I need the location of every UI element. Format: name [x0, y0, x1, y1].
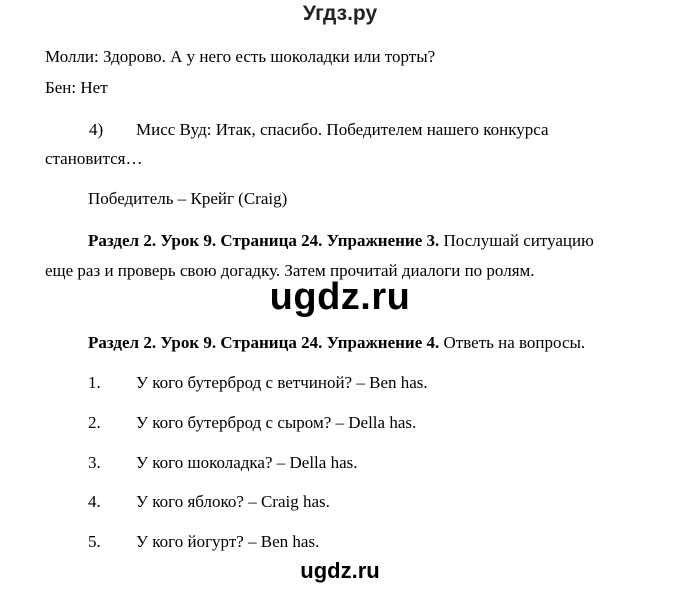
exercise-3-line-2: еще раз и проверь свою догадку. Затем прочитай диалоги по ролям.: [45, 261, 535, 280]
dialogue-molly: Молли: Здорово. А у него есть шоколадки или торты?: [45, 47, 436, 66]
site-header: Угдз.ру: [302, 2, 378, 25]
answer-number: 3.: [88, 453, 101, 472]
exercise-3-title: Раздел 2. Урок 9. Страница 24. Упражнение 3.: [88, 231, 440, 250]
answer-text: У кого йогурт? – Ben has.: [136, 532, 320, 551]
dialogue-ben: Бен: Нет: [45, 78, 108, 97]
exercise-4-heading: [88, 332, 585, 354]
answer-text: У кого шоколадка? – Della has.: [136, 453, 358, 472]
watermark-middle: ugdz.ru: [269, 276, 411, 318]
answer-number: 1.: [88, 373, 101, 392]
answer-number: 5.: [88, 532, 101, 551]
winner-line: Победитель – Крейг (Craig): [88, 189, 288, 208]
answer-text: У кого яблоко? – Craig has.: [136, 492, 330, 511]
exercise-4-text: Ответь на вопросы.: [439, 333, 586, 352]
dialogue-miss-wood: Мисс Вуд: Итак, спасибо. Победителем нашего конкурса: [136, 120, 549, 139]
dialogue-miss-wood-continued: становится…: [45, 149, 143, 168]
dialogue-number: 4): [89, 120, 104, 139]
answer-text: У кого бутерброд с сыром? – Della has.: [136, 413, 417, 432]
answer-text: У кого бутерброд с ветчиной? – Ben has.: [136, 373, 428, 392]
exercise-3-text-1: Послушай ситуацию: [439, 231, 594, 250]
exercise-3-line-1: [88, 230, 594, 252]
answer-number: 2.: [88, 413, 101, 432]
answer-number: 4.: [88, 492, 101, 511]
exercise-4-title: Раздел 2. Урок 9. Страница 24. Упражнение 4.: [88, 333, 440, 352]
watermark-bottom: ugdz.ru: [300, 558, 380, 583]
